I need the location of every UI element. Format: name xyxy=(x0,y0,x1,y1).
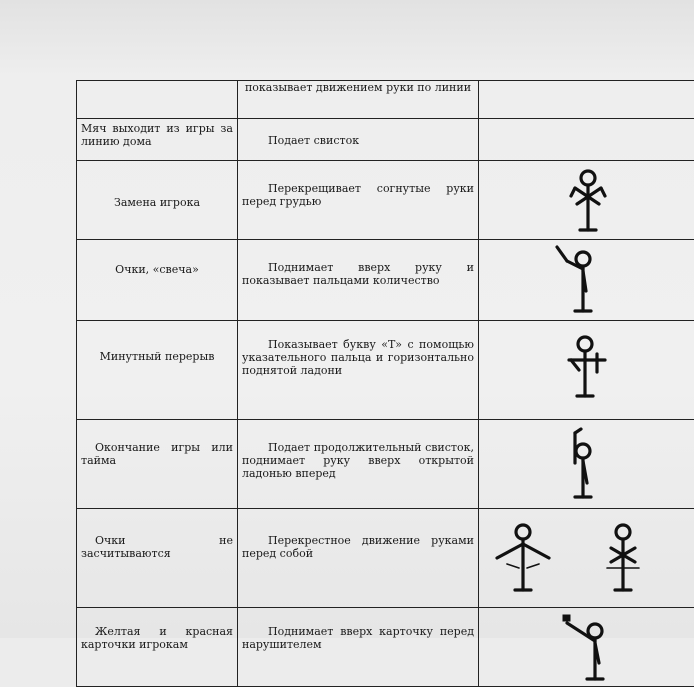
gesture-cell xyxy=(238,161,479,240)
situation-cell xyxy=(77,240,238,321)
situation-text: Мяч выходит из игры за линию дома xyxy=(81,122,233,148)
gesture-cell xyxy=(238,420,479,509)
gesture-cell xyxy=(238,608,479,687)
situation-text: Желтая и красная карточки игрокам xyxy=(81,611,233,651)
stick-figure-cross-motion-icon xyxy=(483,512,693,604)
figure-cell xyxy=(479,240,694,321)
situation-cell xyxy=(77,420,238,509)
figure-cell xyxy=(479,119,694,161)
situation-text: Очки не засчитываются xyxy=(81,512,233,560)
table-row xyxy=(77,240,694,321)
gesture-text: Перекрещивает согнутые руки перед грудью xyxy=(242,164,474,208)
gesture-text: Подает свисток xyxy=(242,122,474,147)
gesture-cell xyxy=(238,240,479,321)
situation-cell xyxy=(77,321,238,420)
table-row xyxy=(77,321,694,420)
stick-figure-crossed-arms-icon xyxy=(483,164,693,236)
table-row xyxy=(77,509,694,608)
gesture-text: показывает движением руки по линии xyxy=(242,81,474,94)
figure-cell xyxy=(479,161,694,240)
situation-cell xyxy=(77,81,238,119)
figure-cell xyxy=(479,321,694,420)
table-row xyxy=(77,420,694,509)
situation-text: Очки, «свеча» xyxy=(81,243,233,276)
situation-cell xyxy=(77,608,238,687)
stick-figure-card-icon xyxy=(483,611,693,683)
situation-text: Окончание игры или тайма xyxy=(81,423,233,467)
figure-cell xyxy=(479,509,694,608)
gesture-text: Поднимает вверх карточку перед нарушителем xyxy=(242,611,474,651)
table-row xyxy=(77,161,694,240)
situation-text: Замена игрока xyxy=(81,164,233,209)
table-row xyxy=(77,608,694,687)
gesture-cell xyxy=(238,321,479,420)
gesture-text: Показывает букву «Т» с помощью указательного пальца и горизонтально поднятой ладони xyxy=(242,324,474,377)
gesture-cell xyxy=(238,119,479,161)
figure-cell xyxy=(479,608,694,687)
stick-figure-t-sign-icon xyxy=(483,324,693,416)
gesture-cell xyxy=(238,81,479,119)
table-row xyxy=(77,81,694,119)
gesture-text: Поднимает вверх руку и показывает пальцами количество xyxy=(242,243,474,287)
gesture-cell xyxy=(238,509,479,608)
situation-cell xyxy=(77,119,238,161)
gesture-text: Подает продолжительный свисток, поднимает руку вверх открытой ладонью вперед xyxy=(242,423,474,480)
referee-signals-table xyxy=(76,80,694,687)
stick-figure-open-palm-icon xyxy=(483,423,693,505)
figure-cell xyxy=(479,420,694,509)
table-row xyxy=(77,119,694,161)
gesture-text: Перекрестное движение руками перед собой xyxy=(242,512,474,560)
stick-figure-raised-hand-icon xyxy=(483,243,693,317)
situation-cell xyxy=(77,161,238,240)
situation-cell xyxy=(77,509,238,608)
situation-text: Минутный перерыв xyxy=(81,324,233,363)
figure-cell xyxy=(479,81,694,119)
